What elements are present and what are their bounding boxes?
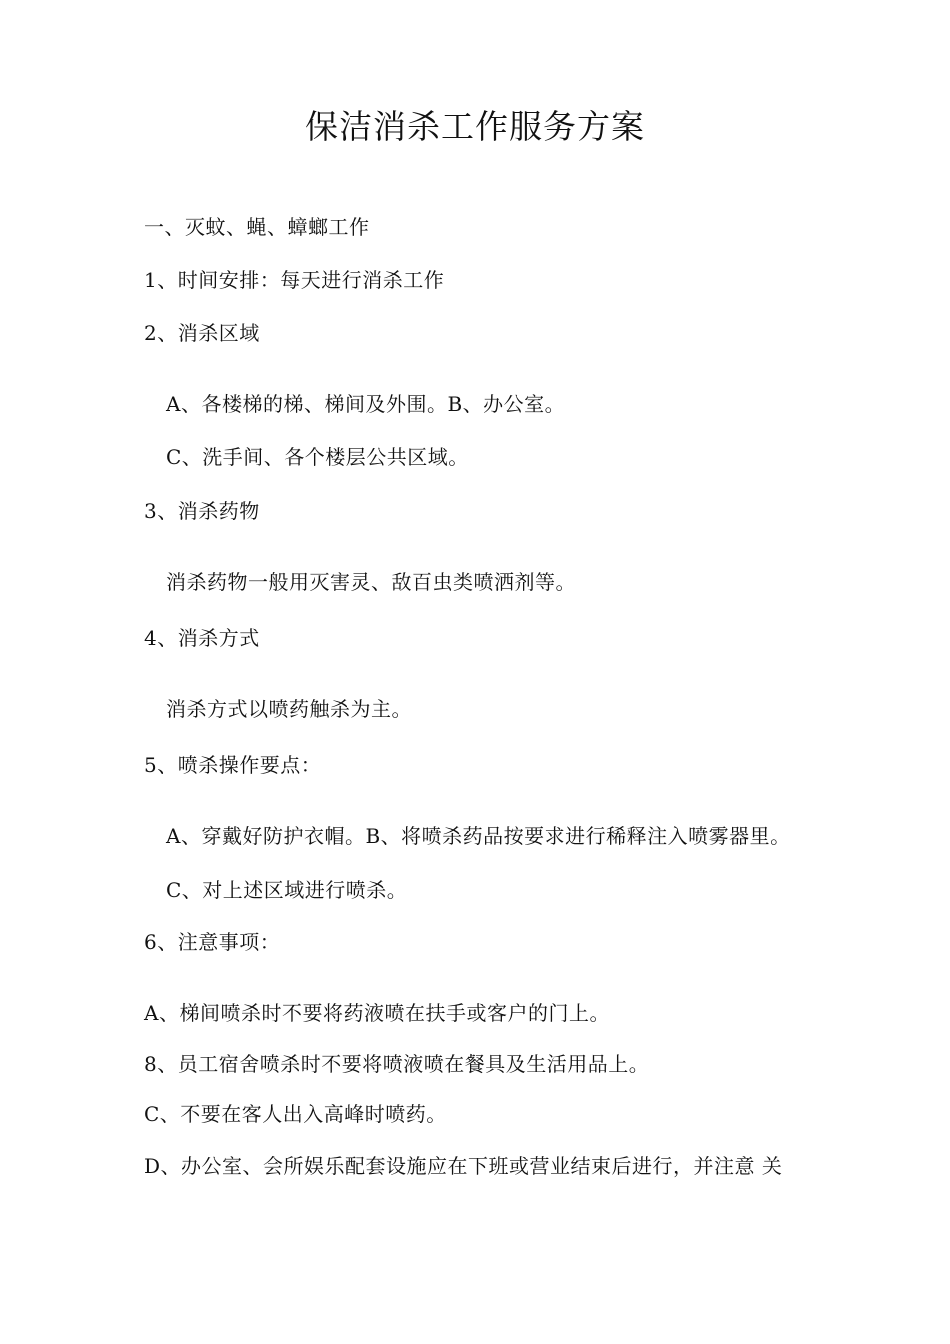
method-detail: 消杀方式以喷药触杀为主。 — [166, 697, 412, 721]
item-schedule: 1、时间安排：每天进行消杀工作 — [144, 268, 445, 292]
item-notes-heading: 6、注意事项： — [144, 930, 281, 954]
note-4: D、办公室、会所娱乐配套设施应在下班或营业结束后进行，并注意 关 — [144, 1154, 783, 1178]
item-area-heading: 2、消杀区域 — [144, 321, 260, 345]
operation-detail-1: A、穿戴好防护衣帽。B、将喷杀药品按要求进行稀释注入喷雾器里。 — [166, 824, 791, 848]
area-detail-2: C、洗手间、各个楼层公共区域。 — [166, 445, 469, 469]
item-method-heading: 4、消杀方式 — [144, 626, 260, 650]
note-1: A、梯间喷杀时不要将药液喷在扶手或客户的门上。 — [144, 1001, 610, 1025]
chemicals-detail: 消杀药物一般用灭害灵、敌百虫类喷洒剂等。 — [166, 570, 576, 594]
section-heading-pest-control: 一、灭蚊、蝇、蟑螂工作 — [144, 215, 370, 239]
note-3: C、不要在客人出入高峰时喷药。 — [144, 1102, 447, 1126]
item-operation-heading: 5、喷杀操作要点： — [144, 753, 322, 777]
operation-detail-2: C、对上述区域进行喷杀。 — [166, 878, 408, 902]
note-2: 8、员工宿舍喷杀时不要将喷液喷在餐具及生活用品上。 — [144, 1052, 650, 1076]
item-chemicals-heading: 3、消杀药物 — [144, 499, 260, 523]
area-detail-1: A、各楼梯的梯、梯间及外围。B、办公室。 — [166, 392, 566, 416]
document-title: 保洁消杀工作服务方案 — [305, 107, 645, 146]
